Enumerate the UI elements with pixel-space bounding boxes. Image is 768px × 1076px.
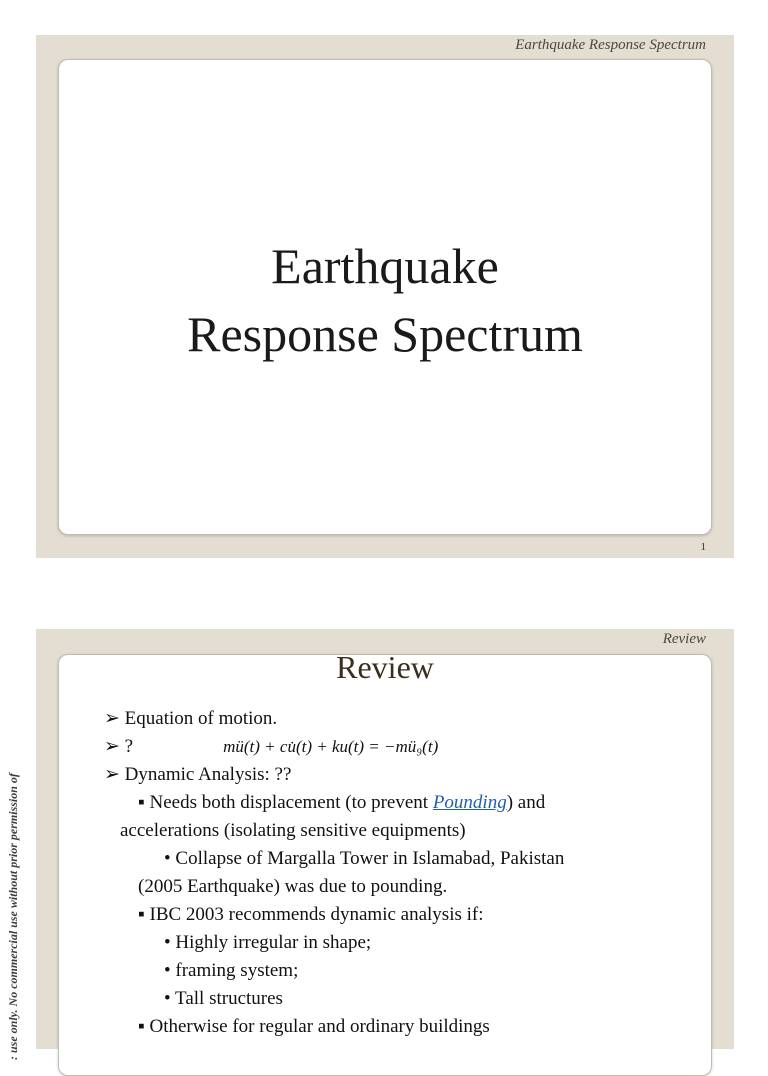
slide-2-header: Review — [662, 631, 706, 647]
bullet-equation-of-motion: ➢ Equation of motion. — [104, 708, 278, 729]
slide-2-title: Review — [336, 649, 434, 685]
bullet-dynamic-analysis: ➢ Dynamic Analysis: ?? — [104, 764, 292, 785]
slide-1 — [36, 35, 734, 558]
title-line-2: Response Spectrum — [187, 306, 583, 362]
bullet-needs-both-cont: accelerations (isolating sensitive equipments) — [120, 820, 466, 841]
slide-1-title — [59, 232, 711, 368]
title-line-1: Earthquake — [271, 238, 499, 294]
page-number: 1 — [700, 541, 706, 553]
bullet-margalla: • Collapse of Margalla Tower in Islamabad, Pakistan — [164, 848, 565, 869]
slide-1-content-panel — [58, 59, 712, 535]
pounding-link[interactable]: Pounding — [432, 792, 507, 813]
side-copyright-note: : use only. No commercial use without prior permission of — [6, 773, 20, 1060]
bullet-margalla-cont: (2005 Earthquake) was due to pounding. — [138, 876, 448, 897]
needs-both-end: ) and — [506, 792, 546, 813]
bullet-framing: • framing system; — [164, 960, 299, 981]
equation: mü(t) + cu̇(t) + ku(t) = −mü₉(t) — [223, 737, 439, 756]
bullet-needs-both — [104, 789, 684, 817]
bullet-question — [104, 733, 684, 761]
slide-1-header: Earthquake Response Spectrum — [515, 37, 706, 53]
bullet-list — [104, 705, 684, 1041]
bullet-irregular: • Highly irregular in shape; — [164, 932, 372, 953]
needs-both-text: ▪ Needs both displacement (to prevent — [138, 792, 433, 813]
bullet-tall: • Tall structures — [164, 988, 283, 1009]
bullet-otherwise: ▪ Otherwise for regular and ordinary buildings — [138, 1016, 490, 1037]
bullet-ibc: ▪ IBC 2003 recommends dynamic analysis if: — [138, 904, 484, 925]
slide-2 — [36, 629, 734, 1049]
question-mark: ➢ ? — [104, 736, 134, 757]
